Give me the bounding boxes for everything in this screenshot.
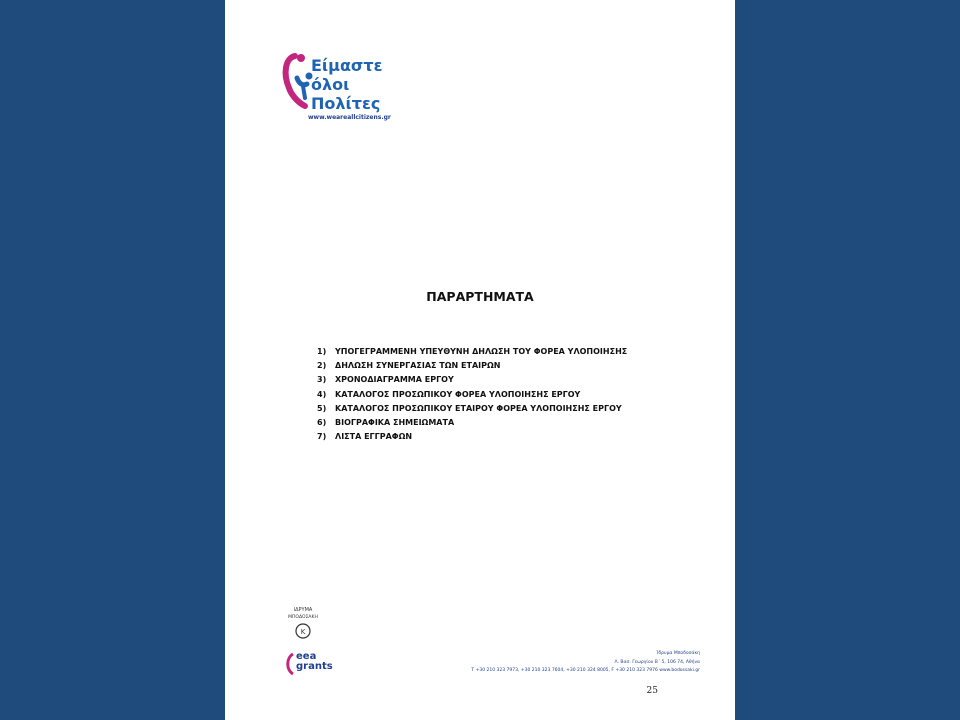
list-item-text: ΔΗΛΩΣΗ ΣΥΝΕΡΓΑΣΙΑΣ ΤΩΝ ΕΤΑΙΡΩΝ [335, 361, 501, 371]
logo-line-2: όλοι [311, 75, 350, 94]
foundation-seal-letter: Κ [300, 628, 306, 636]
logo-url: www.weareallcitizens.gr [308, 114, 391, 121]
list-item [317, 430, 677, 444]
logo-figure-icon [281, 52, 315, 112]
list-item-number: 2) [317, 361, 327, 371]
list-item-text: ΛΙΣΤΑ ΕΓΓΡΑΦΩΝ [335, 432, 413, 442]
contact-block [471, 650, 700, 676]
foundation-seal-icon [283, 603, 323, 643]
appendix-list [317, 345, 677, 444]
eea-line-1: eea [296, 651, 317, 662]
eea-line-2: grants [296, 661, 333, 672]
list-item-number: 4) [317, 389, 327, 399]
foundation-seal-label: ΙΔΡΥΜΑ [293, 607, 313, 613]
list-item-number: 3) [317, 375, 327, 385]
logo-line-3: Πολίτες [311, 94, 381, 113]
logo-wordmark [311, 56, 383, 113]
contact-line-3: Τ +30 210 323 7973, +30 210 323 7604, +30 210 324 8005, F +30 210 323 7976 www.bodossaki.gr [471, 668, 700, 673]
foundation-seal [283, 603, 323, 643]
list-item-text: ΚΑΤΑΛΟΓΟΣ ΠΡΟΣΩΠΙΚΟΥ ΦΟΡΕΑ ΥΛΟΠΟΙΗΣΗΣ ΕΡΓΟΥ [335, 389, 581, 399]
list-item-number: 7) [317, 432, 327, 442]
list-item-number: 1) [317, 347, 327, 356]
list-item-number: 6) [317, 418, 327, 428]
list-item-number: 5) [317, 403, 327, 413]
list-item-text: ΥΠΟΓΕΓΡΑΜΜΕΝΗ ΥΠΕΥΘΥΝΗ ΔΗΛΩΣΗ ΤΟΥ ΦΟΡΕΑ ΥΛΟΠΟΙΗΣΗΣ [335, 347, 628, 356]
list-item [317, 359, 677, 373]
list-item-text: ΚΑΤΑΛΟΓΟΣ ΠΡΟΣΩΠΙΚΟΥ ΕΤΑΙΡΟΥ ΦΟΡΕΑ ΥΛΟΠΟΙΗΣΗΣ ΕΡΓΟΥ [335, 403, 622, 413]
list-item [317, 416, 677, 430]
eea-grants-mark-icon [283, 652, 295, 676]
list-item [317, 373, 677, 387]
logo [281, 52, 411, 126]
list-item [317, 345, 677, 359]
eea-grants-wordmark [296, 652, 333, 672]
page-title: ΠΑΡΑΡΤΗΜΑΤΑ [426, 289, 534, 304]
list-item [317, 388, 677, 402]
page-number: 25 [646, 686, 658, 696]
foundation-seal-label: ΜΠΟΔΟΣΑΚΗ [288, 615, 318, 620]
logo-line-1: Είμαστε [311, 56, 383, 75]
contact-line-2: Λ. Βασ. Γεωργίου Β΄ 5, 106 74, Αθήνα [614, 659, 700, 665]
contact-line-1: Ίδρυμα Μποδοσάκη [656, 651, 700, 656]
document-page [225, 0, 735, 720]
list-item-text: ΒΙΟΓΡΑΦΙΚΑ ΣΗΜΕΙΩΜΑΤΑ [335, 418, 455, 428]
list-item-text: ΧΡΟΝΟΔΙΑΓΡΑΜΜΑ ΕΡΓΟΥ [335, 375, 454, 385]
eea-grants-logo [283, 648, 343, 682]
list-item [317, 402, 677, 416]
